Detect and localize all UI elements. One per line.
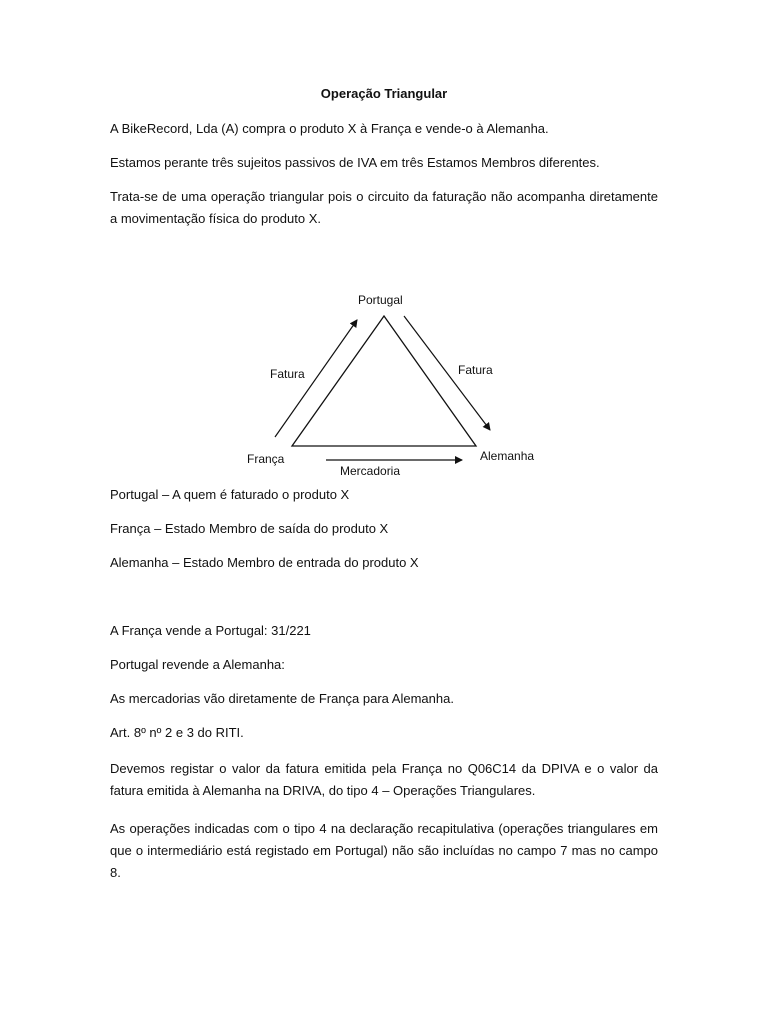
page-title: Operação Triangular [320, 86, 448, 101]
triangle-shape [292, 316, 476, 446]
label-mercadoria: Mercadoria [340, 464, 401, 478]
node-portugal: Portugal [358, 293, 403, 307]
definition-alemanha: Alemanha – Estado Membro de entrada do produto X [110, 555, 419, 570]
paragraph-franca-vende: A França vende a Portugal: 31/221 [110, 623, 311, 638]
paragraph-mercadorias: As mercadorias vão diretamente de França para Alemanha. [110, 691, 454, 706]
paragraph-portugal-revende: Portugal revende a Alemanha: [110, 657, 285, 672]
node-alemanha: Alemanha [480, 449, 535, 463]
definition-portugal: Portugal – A quem é faturado o produto X [110, 487, 350, 502]
paragraph-registo: Devemos registar o valor da fatura emitida pela França no Q06C14 da DPIVA e o valor da fatura emitida à Alemanha na DRIVA, do tipo 4 – Operações Triangulares. [110, 761, 658, 798]
node-franca: França [247, 452, 285, 466]
paragraph-campos: As operações indicadas com o tipo 4 na declaração recapitulativa (operações triangulares em que o intermediário está registado em Portugal) não são incluídas no campo 7 mas no campo 8. [110, 821, 658, 880]
label-fatura-right: Fatura [458, 363, 493, 377]
definition-franca: França – Estado Membro de saída do produto X [110, 521, 389, 536]
label-fatura-left: Fatura [270, 367, 305, 381]
paragraph-taxpayers: Estamos perante três sujeitos passivos de IVA em três Estamos Membros diferentes. [110, 155, 600, 170]
paragraph-artigo: Art. 8º nº 2 e 3 do RITI. [110, 725, 244, 740]
paragraph-intro: A BikeRecord, Lda (A) compra o produto X à França e vende-o à Alemanha. [110, 121, 549, 136]
paragraph-triangular: Trata-se de uma operação triangular pois o circuito da faturação não acompanha diretamente a movimentação física do produto X. [110, 189, 658, 226]
triangular-diagram [200, 285, 560, 485]
